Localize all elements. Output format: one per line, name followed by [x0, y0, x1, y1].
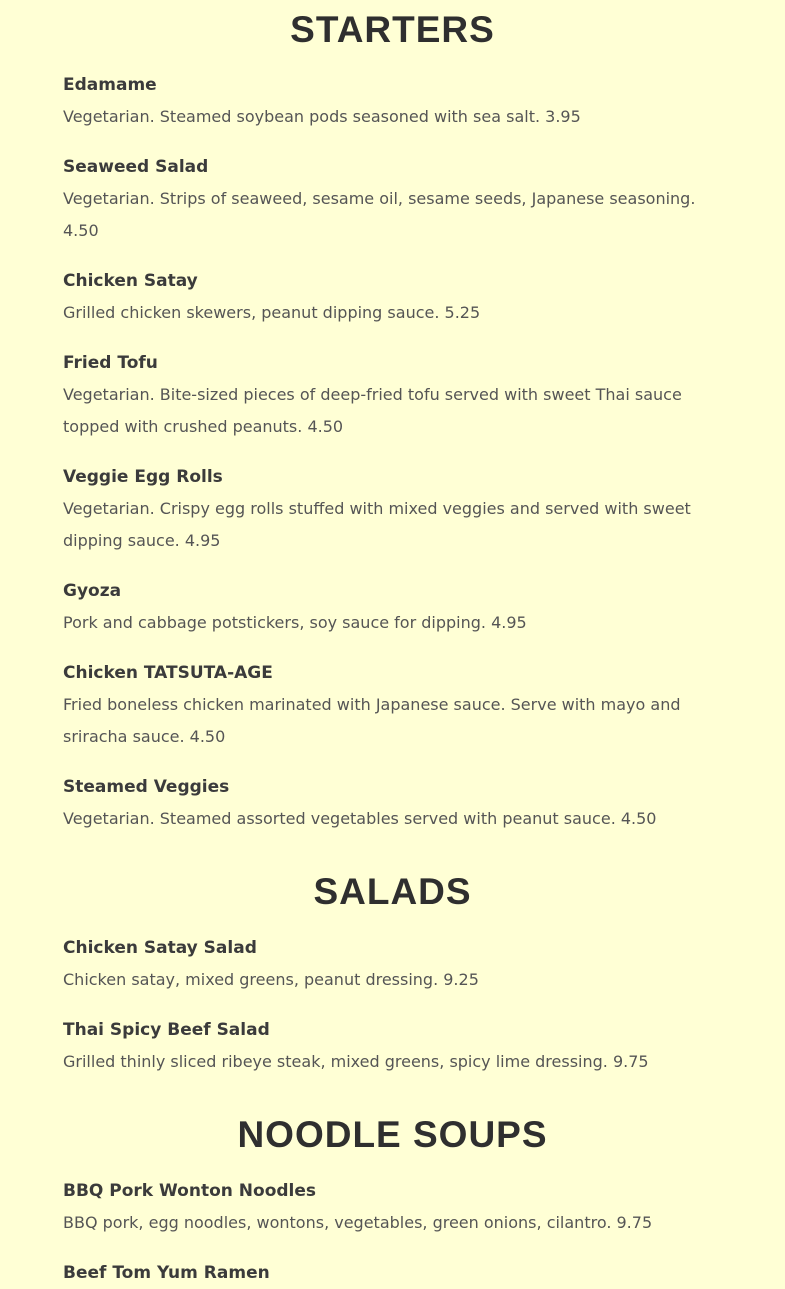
item-description: Vegetarian. Bite-sized pieces of deep-fried tofu served with sweet Thai sauce topped with crushed peanuts. 4.50	[63, 385, 682, 436]
item-description: Grilled thinly sliced ribeye steak, mixed greens, spicy lime dressing. 9.75	[63, 1052, 649, 1071]
menu-item	[63, 465, 703, 557]
menu-item	[63, 155, 703, 247]
item-description: Fried boneless chicken marinated with Japanese sauce. Serve with mayo and sriracha sauce. 4.50	[63, 695, 681, 746]
item-name: Fried Tofu	[63, 353, 158, 373]
item-name: Edamame	[63, 75, 157, 95]
item-description: BBQ pork, egg noodles, wontons, vegetables, green onions, cilantro. 9.75	[63, 1213, 653, 1232]
menu-item	[63, 661, 703, 753]
item-name: Gyoza	[63, 581, 122, 601]
item-name: Chicken Satay Salad	[63, 938, 257, 958]
item-name: BBQ Pork Wonton Noodles	[63, 1181, 317, 1201]
item-name: Beef Tom Yum Ramen	[63, 1263, 270, 1283]
item-name: Veggie Egg Rolls	[63, 467, 223, 487]
item-description: Grilled chicken skewers, peanut dipping sauce. 5.25	[63, 303, 481, 322]
menu-item	[63, 1261, 703, 1285]
section-title-salads: SALADS	[313, 871, 472, 912]
menu-item	[63, 269, 703, 329]
item-description: Pork and cabbage potstickers, soy sauce for dipping. 4.95	[63, 613, 527, 632]
menu-item	[63, 775, 703, 835]
section-title-noodle-soups: NOODLE SOUPS	[237, 1114, 548, 1155]
menu-item	[63, 1018, 703, 1078]
item-name: Seaweed Salad	[63, 157, 209, 177]
menu-item	[63, 73, 703, 133]
menu-item	[63, 351, 703, 443]
menu-item	[63, 1179, 703, 1239]
item-name: Chicken TATSUTA-AGE	[63, 663, 273, 683]
menu-item	[63, 579, 703, 639]
item-name: Steamed Veggies	[63, 777, 230, 797]
item-description: Vegetarian. Steamed assorted vegetables served with peanut sauce. 4.50	[63, 809, 657, 828]
item-description: Vegetarian. Crispy egg rolls stuffed with mixed veggies and served with sweet dipping sauce. 4.95	[63, 499, 691, 550]
item-description: Vegetarian. Steamed soybean pods seasoned with sea salt. 3.95	[63, 107, 581, 126]
item-name: Thai Spicy Beef Salad	[63, 1020, 270, 1040]
item-name: Chicken Satay	[63, 271, 198, 291]
item-description: Vegetarian. Strips of seaweed, sesame oil, sesame seeds, Japanese seasoning. 4.50	[63, 189, 696, 240]
item-description: Chicken satay, mixed greens, peanut dressing. 9.25	[63, 970, 479, 989]
section-title-starters: STARTERS	[290, 9, 495, 50]
menu-item	[63, 936, 703, 996]
